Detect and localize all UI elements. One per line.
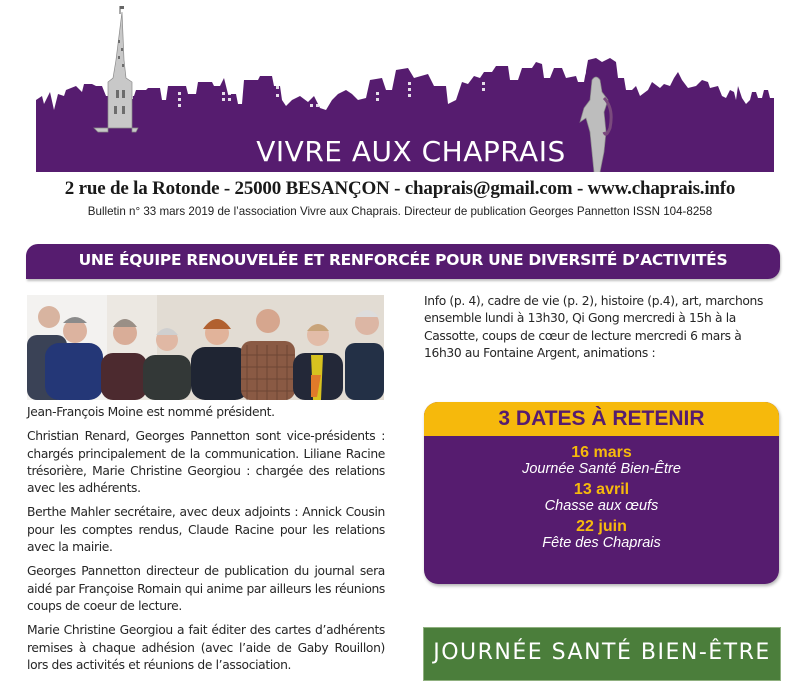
group-photo-icon [27, 295, 384, 400]
event-label: Fête des Chaprais [542, 535, 661, 551]
section-heading-band [26, 244, 780, 279]
newsletter-title: VIVRE AUX CHAPRAIS [256, 135, 566, 168]
date-label: 16 mars [571, 444, 632, 461]
paragraph-vice-presidents: Christian Renard, Georges Pannetton sont vice-présidents : chargés principalement de la communication. Liliane Racine trésorière, Marie Christine Georgiou : chargée des relations avec les adhérents. [27, 429, 385, 496]
paragraph-member-cards: Marie Christine Georgiou a fait éditer des cartes d’adhérents remises à chaque adhésion (avec l’aide de Gaby Rouillon) lors des activités et réunions de l’association. [27, 623, 385, 672]
section-heading: UNE ÉQUIPE RENOUVELÉE ET RENFORCÉE POUR UNE DIVERSITÉ D’ACTIVITÉS [78, 251, 728, 269]
health-day-banner-label: JOURNÉE SANTÉ BIEN-ÊTRE [433, 640, 771, 665]
paragraph-president: Jean-François Moine est nommé président. [27, 405, 275, 419]
date-item [424, 518, 779, 552]
date-label: 13 avril [573, 481, 630, 498]
header-banner [36, 0, 774, 172]
paragraph-secretary: Berthe Mahler secrétaire, avec deux adjoints : Annick Cousin pour les comptes rendus, Claude Racine pour les relations avec la mairie. [27, 505, 385, 555]
date-item [424, 444, 779, 478]
bulletin-info-line: Bulletin n° 33 mars 2019 de l’association Vivre aux Chaprais. Directeur de publication Georges Pannetton ISSN 104-8258 [87, 205, 713, 218]
group-photo [27, 295, 384, 400]
dates-list [424, 436, 779, 552]
dates-to-remember-box [424, 402, 779, 584]
contact-address-line: 2 rue de la Rotonde - 25000 BESANÇON - chaprais@gmail.com - www.chaprais.info [64, 178, 736, 199]
event-label: Journée Santé Bien-Être [522, 461, 681, 477]
paragraph-publication-director: Georges Pannetton directeur de publication du journal sera aidé par Françoise Romain qui anime par ailleurs les réunions coups de coeur de lecture. [27, 564, 385, 613]
dates-box-title: 3 DATES À RETENIR [424, 402, 779, 436]
date-item [424, 481, 779, 515]
event-label: Chasse aux œufs [544, 498, 659, 514]
left-column-text [27, 404, 385, 681]
right-column-text [424, 293, 782, 362]
health-day-banner [423, 627, 781, 681]
activities-paragraph: Info (p. 4), cadre de vie (p. 2), histoire (p.4), art, marchons ensemble lundi à 13h30, Qi Gong mercredi à 15h à la Cassotte, coups de cœur de lecture mercredi 6 mars à 16h30 au Fontaine Argent, animations : [424, 294, 764, 360]
date-label: 22 juin [576, 518, 627, 535]
